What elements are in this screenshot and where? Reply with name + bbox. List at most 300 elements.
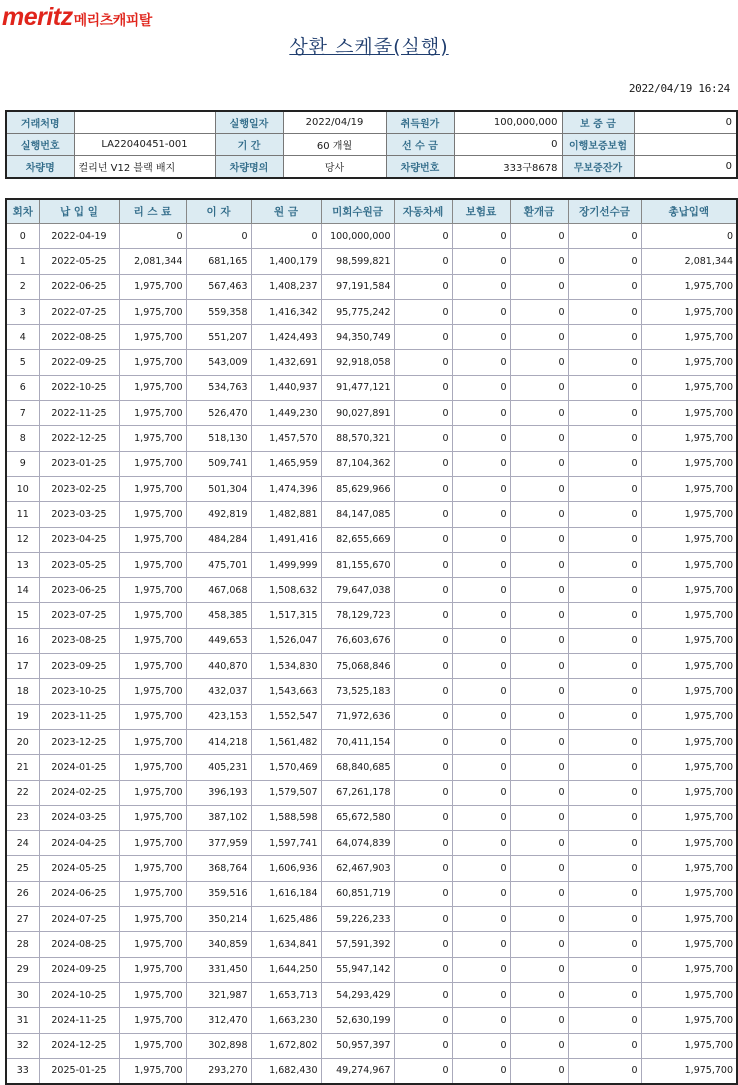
residual-value-label: 무보증잔가 (562, 156, 634, 179)
principal-cell: 1,672,802 (251, 1033, 321, 1058)
vehicle-number-label: 차량번호 (386, 156, 454, 179)
prepayment-label: 선 수 금 (386, 134, 454, 156)
payment-date-cell: 2023-01-25 (39, 451, 119, 476)
refund-cell: 0 (510, 881, 568, 906)
refund-cell: 0 (510, 628, 568, 653)
outstanding-principal-cell: 64,074,839 (321, 831, 394, 856)
outstanding-principal-cell: 92,918,058 (321, 350, 394, 375)
outstanding-principal-cell: 97,191,584 (321, 274, 394, 299)
car-tax-cell: 0 (394, 654, 452, 679)
refund-cell: 0 (510, 831, 568, 856)
long-term-prepayment-cell: 0 (568, 401, 641, 426)
print-timestamp: 2022/04/19 16:24 (628, 82, 730, 95)
insurance-cell: 0 (452, 729, 510, 754)
column-header-lease-fee: 리 스 료 (119, 199, 186, 224)
outstanding-principal-cell: 76,603,676 (321, 628, 394, 653)
car-tax-cell: 0 (394, 426, 452, 451)
refund-cell: 0 (510, 224, 568, 249)
long-term-prepayment-cell: 0 (568, 654, 641, 679)
payment-date-cell: 2023-10-25 (39, 679, 119, 704)
payment-date-cell: 2023-09-25 (39, 654, 119, 679)
car-tax-cell: 0 (394, 1033, 452, 1058)
payment-date-cell: 2022-07-25 (39, 299, 119, 324)
insurance-cell: 0 (452, 426, 510, 451)
table-row (6, 628, 737, 653)
interest-cell: 509,741 (186, 451, 251, 476)
insurance-cell: 0 (452, 704, 510, 729)
insurance-cell: 0 (452, 755, 510, 780)
outstanding-principal-cell: 79,647,038 (321, 578, 394, 603)
interest-cell: 484,284 (186, 527, 251, 552)
total-payment-cell: 1,975,700 (641, 628, 737, 653)
total-payment-cell: 1,975,700 (641, 426, 737, 451)
long-term-prepayment-cell: 0 (568, 552, 641, 577)
installment-no-cell: 11 (6, 502, 39, 527)
outstanding-principal-cell: 71,972,636 (321, 704, 394, 729)
term-value: 60 개월 (283, 134, 386, 156)
interest-cell: 331,450 (186, 957, 251, 982)
total-payment-cell: 1,975,700 (641, 957, 737, 982)
interest-cell: 526,470 (186, 401, 251, 426)
installment-no-cell: 30 (6, 982, 39, 1007)
outstanding-principal-cell: 73,525,183 (321, 679, 394, 704)
page-title: 상환 스케줄(실행) (289, 36, 449, 58)
lease-fee-cell: 1,975,700 (119, 907, 186, 932)
outstanding-principal-cell: 62,467,903 (321, 856, 394, 881)
lease-fee-cell: 1,975,700 (119, 350, 186, 375)
interest-cell: 387,102 (186, 805, 251, 830)
long-term-prepayment-cell: 0 (568, 881, 641, 906)
car-tax-cell: 0 (394, 401, 452, 426)
outstanding-principal-cell: 78,129,723 (321, 603, 394, 628)
refund-cell: 0 (510, 375, 568, 400)
interest-cell: 312,470 (186, 1008, 251, 1033)
outstanding-principal-cell: 87,104,362 (321, 451, 394, 476)
insurance-cell: 0 (452, 982, 510, 1007)
total-payment-cell: 1,975,700 (641, 502, 737, 527)
lease-fee-cell: 1,975,700 (119, 881, 186, 906)
refund-cell: 0 (510, 578, 568, 603)
installment-no-cell: 6 (6, 375, 39, 400)
payment-date-cell: 2024-05-25 (39, 856, 119, 881)
table-row (6, 831, 737, 856)
table-row (6, 426, 737, 451)
table-row (6, 881, 737, 906)
car-tax-cell: 0 (394, 476, 452, 501)
refund-cell: 0 (510, 451, 568, 476)
lease-fee-cell: 0 (119, 224, 186, 249)
principal-cell: 1,644,250 (251, 957, 321, 982)
total-payment-cell: 1,975,700 (641, 603, 737, 628)
long-term-prepayment-cell: 0 (568, 957, 641, 982)
principal-cell: 1,579,507 (251, 780, 321, 805)
installment-no-cell: 14 (6, 578, 39, 603)
insurance-cell: 0 (452, 780, 510, 805)
table-row (6, 578, 737, 603)
installment-no-cell: 23 (6, 805, 39, 830)
column-header-refund: 환개금 (510, 199, 568, 224)
lease-fee-cell: 2,081,344 (119, 249, 186, 274)
long-term-prepayment-cell: 0 (568, 502, 641, 527)
lease-fee-cell: 1,975,700 (119, 1058, 186, 1084)
outstanding-principal-cell: 55,947,142 (321, 957, 394, 982)
table-row (6, 780, 737, 805)
refund-cell: 0 (510, 274, 568, 299)
long-term-prepayment-cell: 0 (568, 224, 641, 249)
long-term-prepayment-cell: 0 (568, 451, 641, 476)
principal-cell: 1,616,184 (251, 881, 321, 906)
insurance-cell: 0 (452, 1008, 510, 1033)
installment-no-cell: 26 (6, 881, 39, 906)
long-term-prepayment-cell: 0 (568, 755, 641, 780)
car-tax-cell: 0 (394, 375, 452, 400)
table-row (6, 325, 737, 350)
installment-no-cell: 20 (6, 729, 39, 754)
logo-wordmark: meritz (2, 3, 73, 31)
car-tax-cell: 0 (394, 224, 452, 249)
insurance-cell: 0 (452, 274, 510, 299)
table-row (6, 704, 737, 729)
table-row (6, 1033, 737, 1058)
insurance-cell: 0 (452, 603, 510, 628)
installment-no-cell: 18 (6, 679, 39, 704)
lease-fee-cell: 1,975,700 (119, 805, 186, 830)
info-row (6, 134, 737, 156)
insurance-cell: 0 (452, 957, 510, 982)
insurance-cell: 0 (452, 527, 510, 552)
refund-cell: 0 (510, 729, 568, 754)
table-row (6, 375, 737, 400)
outstanding-principal-cell: 82,655,669 (321, 527, 394, 552)
acquisition-cost-label: 취득원가 (386, 111, 454, 134)
total-payment-cell: 1,975,700 (641, 350, 737, 375)
payment-date-cell: 2024-08-25 (39, 932, 119, 957)
total-payment-cell: 1,975,700 (641, 578, 737, 603)
payment-date-cell: 2024-07-25 (39, 907, 119, 932)
refund-cell: 0 (510, 856, 568, 881)
interest-cell: 432,037 (186, 679, 251, 704)
payment-date-cell: 2023-08-25 (39, 628, 119, 653)
long-term-prepayment-cell: 0 (568, 856, 641, 881)
refund-cell: 0 (510, 1033, 568, 1058)
outstanding-principal-cell: 81,155,670 (321, 552, 394, 577)
principal-cell: 1,440,937 (251, 375, 321, 400)
outstanding-principal-cell: 91,477,121 (321, 375, 394, 400)
total-payment-cell: 1,975,700 (641, 451, 737, 476)
refund-cell: 0 (510, 249, 568, 274)
total-payment-cell: 1,975,700 (641, 476, 737, 501)
principal-cell: 1,424,493 (251, 325, 321, 350)
interest-cell: 350,214 (186, 907, 251, 932)
long-term-prepayment-cell: 0 (568, 476, 641, 501)
payment-date-cell: 2022-12-25 (39, 426, 119, 451)
refund-cell: 0 (510, 476, 568, 501)
total-payment-cell: 1,975,700 (641, 704, 737, 729)
principal-cell: 1,606,936 (251, 856, 321, 881)
installment-no-cell: 5 (6, 350, 39, 375)
table-row (6, 982, 737, 1007)
long-term-prepayment-cell: 0 (568, 299, 641, 324)
outstanding-principal-cell: 100,000,000 (321, 224, 394, 249)
refund-cell: 0 (510, 552, 568, 577)
long-term-prepayment-cell: 0 (568, 603, 641, 628)
payment-date-cell: 2022-11-25 (39, 401, 119, 426)
total-payment-cell: 1,975,700 (641, 881, 737, 906)
table-row (6, 401, 737, 426)
total-payment-cell: 2,081,344 (641, 249, 737, 274)
interest-cell: 340,859 (186, 932, 251, 957)
column-header-outstanding-principal: 미회수원금 (321, 199, 394, 224)
total-payment-cell: 1,975,700 (641, 401, 737, 426)
lease-fee-cell: 1,975,700 (119, 1033, 186, 1058)
table-row (6, 224, 737, 249)
outstanding-principal-cell: 50,957,397 (321, 1033, 394, 1058)
principal-cell: 1,416,342 (251, 299, 321, 324)
column-header-installment-no: 회차 (6, 199, 39, 224)
insurance-cell: 0 (452, 1058, 510, 1084)
long-term-prepayment-cell: 0 (568, 628, 641, 653)
lease-fee-cell: 1,975,700 (119, 780, 186, 805)
installment-no-cell: 17 (6, 654, 39, 679)
lease-fee-cell: 1,975,700 (119, 426, 186, 451)
payment-date-cell: 2022-09-25 (39, 350, 119, 375)
refund-cell: 0 (510, 426, 568, 451)
logo-korean-name: 메리츠캐피탈 (73, 13, 152, 29)
installment-no-cell: 28 (6, 932, 39, 957)
total-payment-cell: 1,975,700 (641, 907, 737, 932)
insurance-cell: 0 (452, 552, 510, 577)
info-row (6, 156, 737, 179)
car-tax-cell: 0 (394, 957, 452, 982)
car-tax-cell: 0 (394, 603, 452, 628)
vehicle-name-value: 컬리넌 V12 블랙 배지 (74, 156, 215, 179)
installment-no-cell: 12 (6, 527, 39, 552)
execution-date-label: 실행일자 (215, 111, 283, 134)
outstanding-principal-cell: 57,591,392 (321, 932, 394, 957)
interest-cell: 0 (186, 224, 251, 249)
table-row (6, 299, 737, 324)
installment-no-cell: 10 (6, 476, 39, 501)
principal-cell: 1,543,663 (251, 679, 321, 704)
lease-fee-cell: 1,975,700 (119, 476, 186, 501)
interest-cell: 405,231 (186, 755, 251, 780)
principal-cell: 1,400,179 (251, 249, 321, 274)
insurance-cell: 0 (452, 932, 510, 957)
lease-fee-cell: 1,975,700 (119, 325, 186, 350)
total-payment-cell: 1,975,700 (641, 982, 737, 1007)
outstanding-principal-cell: 59,226,233 (321, 907, 394, 932)
total-payment-cell: 1,975,700 (641, 679, 737, 704)
refund-cell: 0 (510, 932, 568, 957)
installment-no-cell: 22 (6, 780, 39, 805)
lease-fee-cell: 1,975,700 (119, 982, 186, 1007)
car-tax-cell: 0 (394, 805, 452, 830)
refund-cell: 0 (510, 957, 568, 982)
column-header-total-payment: 총납입액 (641, 199, 737, 224)
long-term-prepayment-cell: 0 (568, 780, 641, 805)
car-tax-cell: 0 (394, 628, 452, 653)
payment-date-cell: 2023-12-25 (39, 729, 119, 754)
insurance-cell: 0 (452, 476, 510, 501)
interest-cell: 302,898 (186, 1033, 251, 1058)
lease-fee-cell: 1,975,700 (119, 932, 186, 957)
interest-cell: 475,701 (186, 552, 251, 577)
outstanding-principal-cell: 65,672,580 (321, 805, 394, 830)
table-row (6, 907, 737, 932)
outstanding-principal-cell: 54,293,429 (321, 982, 394, 1007)
installment-no-cell: 19 (6, 704, 39, 729)
lease-fee-cell: 1,975,700 (119, 527, 186, 552)
installment-no-cell: 13 (6, 552, 39, 577)
lease-fee-cell: 1,975,700 (119, 755, 186, 780)
table-row (6, 654, 737, 679)
insurance-cell: 0 (452, 401, 510, 426)
deposit-label: 보 증 금 (562, 111, 634, 134)
long-term-prepayment-cell: 0 (568, 932, 641, 957)
total-payment-cell: 1,975,700 (641, 780, 737, 805)
refund-cell: 0 (510, 299, 568, 324)
total-payment-cell: 0 (641, 224, 737, 249)
total-payment-cell: 1,975,700 (641, 299, 737, 324)
lease-fee-cell: 1,975,700 (119, 831, 186, 856)
interest-cell: 396,193 (186, 780, 251, 805)
vehicle-owner-label: 차량명의 (215, 156, 283, 179)
principal-cell: 0 (251, 224, 321, 249)
insurance-cell: 0 (452, 224, 510, 249)
principal-cell: 1,588,598 (251, 805, 321, 830)
interest-cell: 534,763 (186, 375, 251, 400)
insurance-cell: 0 (452, 249, 510, 274)
customer-value (74, 111, 215, 134)
refund-cell: 0 (510, 704, 568, 729)
lease-fee-cell: 1,975,700 (119, 552, 186, 577)
interest-cell: 501,304 (186, 476, 251, 501)
insurance-cell: 0 (452, 1033, 510, 1058)
refund-cell: 0 (510, 1008, 568, 1033)
long-term-prepayment-cell: 0 (568, 679, 641, 704)
car-tax-cell: 0 (394, 350, 452, 375)
table-row (6, 932, 737, 957)
company-logo (2, 3, 152, 29)
payment-date-cell: 2022-06-25 (39, 274, 119, 299)
execution-date-value: 2022/04/19 (283, 111, 386, 134)
refund-cell: 0 (510, 780, 568, 805)
interest-cell: 559,358 (186, 299, 251, 324)
lease-fee-cell: 1,975,700 (119, 957, 186, 982)
long-term-prepayment-cell: 0 (568, 274, 641, 299)
payment-date-cell: 2024-03-25 (39, 805, 119, 830)
car-tax-cell: 0 (394, 527, 452, 552)
principal-cell: 1,682,430 (251, 1058, 321, 1084)
insurance-cell: 0 (452, 350, 510, 375)
long-term-prepayment-cell: 0 (568, 831, 641, 856)
car-tax-cell: 0 (394, 679, 452, 704)
long-term-prepayment-cell: 0 (568, 907, 641, 932)
long-term-prepayment-cell: 0 (568, 1008, 641, 1033)
payment-date-cell: 2024-04-25 (39, 831, 119, 856)
performance-insurance-value (634, 134, 737, 156)
long-term-prepayment-cell: 0 (568, 805, 641, 830)
refund-cell: 0 (510, 805, 568, 830)
interest-cell: 293,270 (186, 1058, 251, 1084)
interest-cell: 551,207 (186, 325, 251, 350)
residual-value-value: 0 (634, 156, 737, 179)
outstanding-principal-cell: 68,840,685 (321, 755, 394, 780)
long-term-prepayment-cell: 0 (568, 249, 641, 274)
outstanding-principal-cell: 88,570,321 (321, 426, 394, 451)
table-row (6, 729, 737, 754)
total-payment-cell: 1,975,700 (641, 831, 737, 856)
principal-cell: 1,634,841 (251, 932, 321, 957)
payment-date-cell: 2023-02-25 (39, 476, 119, 501)
installment-no-cell: 32 (6, 1033, 39, 1058)
column-header-long-term-prepayment: 장기선수금 (568, 199, 641, 224)
table-row (6, 552, 737, 577)
insurance-cell: 0 (452, 881, 510, 906)
car-tax-cell: 0 (394, 729, 452, 754)
lease-fee-cell: 1,975,700 (119, 578, 186, 603)
refund-cell: 0 (510, 907, 568, 932)
principal-cell: 1,491,416 (251, 527, 321, 552)
payment-date-cell: 2023-06-25 (39, 578, 119, 603)
payment-date-cell: 2024-11-25 (39, 1008, 119, 1033)
installment-no-cell: 0 (6, 224, 39, 249)
payment-date-cell: 2024-01-25 (39, 755, 119, 780)
principal-cell: 1,597,741 (251, 831, 321, 856)
interest-cell: 368,764 (186, 856, 251, 881)
car-tax-cell: 0 (394, 881, 452, 906)
insurance-cell: 0 (452, 375, 510, 400)
car-tax-cell: 0 (394, 451, 452, 476)
principal-cell: 1,517,315 (251, 603, 321, 628)
long-term-prepayment-cell: 0 (568, 1033, 641, 1058)
insurance-cell: 0 (452, 654, 510, 679)
long-term-prepayment-cell: 0 (568, 982, 641, 1007)
installment-no-cell: 29 (6, 957, 39, 982)
principal-cell: 1,552,547 (251, 704, 321, 729)
car-tax-cell: 0 (394, 982, 452, 1007)
refund-cell: 0 (510, 527, 568, 552)
installment-no-cell: 21 (6, 755, 39, 780)
installment-no-cell: 2 (6, 274, 39, 299)
refund-cell: 0 (510, 603, 568, 628)
payment-date-cell: 2024-10-25 (39, 982, 119, 1007)
interest-cell: 518,130 (186, 426, 251, 451)
deposit-value: 0 (634, 111, 737, 134)
schedule-header-row (6, 199, 737, 224)
payment-date-cell: 2024-09-25 (39, 957, 119, 982)
principal-cell: 1,449,230 (251, 401, 321, 426)
lease-fee-cell: 1,975,700 (119, 628, 186, 653)
outstanding-principal-cell: 60,851,719 (321, 881, 394, 906)
installment-no-cell: 33 (6, 1058, 39, 1084)
total-payment-cell: 1,975,700 (641, 856, 737, 881)
long-term-prepayment-cell: 0 (568, 578, 641, 603)
payment-date-cell: 2022-04-19 (39, 224, 119, 249)
lease-fee-cell: 1,975,700 (119, 299, 186, 324)
refund-cell: 0 (510, 654, 568, 679)
installment-no-cell: 27 (6, 907, 39, 932)
car-tax-cell: 0 (394, 274, 452, 299)
execution-number-label: 실행번호 (6, 134, 74, 156)
table-row (6, 527, 737, 552)
insurance-cell: 0 (452, 907, 510, 932)
insurance-cell: 0 (452, 831, 510, 856)
total-payment-cell: 1,975,700 (641, 729, 737, 754)
refund-cell: 0 (510, 679, 568, 704)
interest-cell: 458,385 (186, 603, 251, 628)
interest-cell: 359,516 (186, 881, 251, 906)
